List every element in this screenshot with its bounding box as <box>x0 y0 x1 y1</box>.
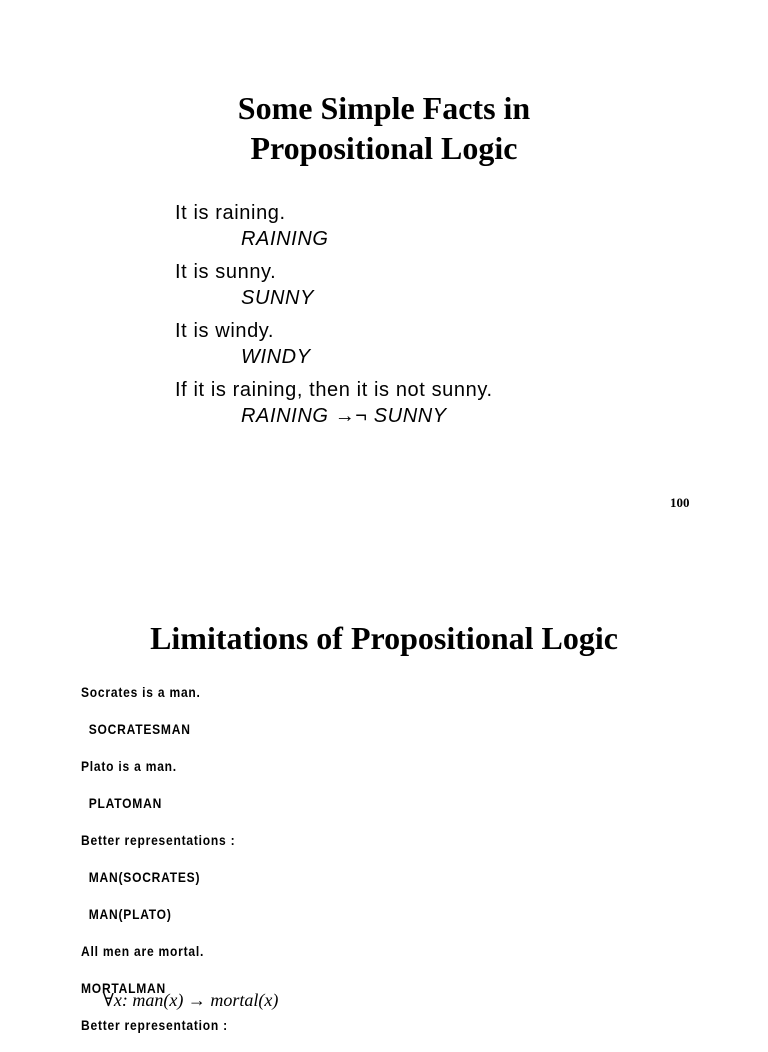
fact-sentence: It is sunny. <box>175 261 277 283</box>
fact-sentence: It is windy. <box>175 320 275 342</box>
statement-line: Socrates is a man. <box>81 684 201 700</box>
quantified-formula: ∀x: man(x) → mortal(x) <box>103 990 279 1010</box>
fact-item <box>175 377 493 436</box>
proposition-line: SOCRATESMAN <box>88 721 191 737</box>
fact-item <box>175 200 493 259</box>
facts-list <box>175 200 493 436</box>
slide-title-propositional-facts <box>0 88 768 168</box>
statement-line: Plato is a man. <box>81 758 177 774</box>
fact-formula: SUNNY <box>241 287 315 309</box>
proposition-line: MORTALMAN <box>81 980 166 996</box>
fact-sentence: If it is raining, then it is not sunny. <box>175 379 493 401</box>
fact-sentence: It is raining. <box>175 202 286 224</box>
fact-formula: RAINING →¬ SUNNY <box>241 405 447 427</box>
statement-line: Better representation : <box>81 1017 228 1033</box>
fact-item <box>175 259 493 318</box>
proposition-line: PLATOMAN <box>88 795 163 811</box>
fact-item <box>175 318 493 377</box>
slide-title-limitations: Limitations of Propositional Logic <box>150 620 618 656</box>
fact-formula: RAINING <box>241 228 329 250</box>
predicate-line: MAN(PLATO) <box>88 906 172 922</box>
title-line-1: Some Simple Facts in <box>237 90 531 126</box>
fact-formula: WINDY <box>241 346 311 368</box>
title-line-2: Propositional Logic <box>250 130 518 166</box>
statement-line: Better representations : <box>81 832 236 848</box>
predicate-line: MAN(SOCRATES) <box>88 869 201 885</box>
statement-line: All men are mortal. <box>81 943 205 959</box>
page-number: 100 <box>670 495 690 510</box>
